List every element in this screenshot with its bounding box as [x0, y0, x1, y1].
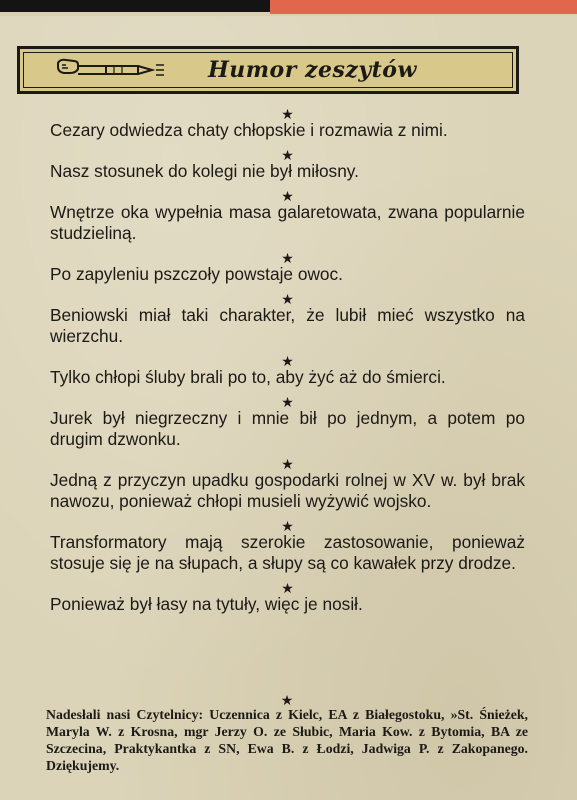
- star-icon: ★: [281, 456, 294, 472]
- star-icon: ★: [281, 106, 294, 122]
- joke-text: Wnętrze oka wypełnia masa galaretowata, zwana popularnie studzieliną.: [50, 202, 525, 243]
- joke-text: Nasz stosunek do kolegi nie był miłosny.: [50, 161, 359, 181]
- star-icon: ★: [280, 692, 294, 708]
- star-icon: ★: [281, 250, 294, 266]
- pencil-hand-icon: [56, 57, 166, 83]
- joke-text: Po zapyleniu pszczoły powstaje owoc.: [50, 264, 343, 284]
- column-header: [17, 46, 519, 94]
- star-icon: ★: [281, 580, 294, 596]
- joke-text: Transformatory mają szerokie zastosowanie, ponieważ stosuje się je na słupach, a słupy są co kawałek przy drodze.: [50, 532, 525, 573]
- black-banner-fragment: [0, 0, 270, 12]
- joke-item: [50, 520, 525, 574]
- joke-text: Jedną z przyczyn upadku gospodarki rolnej w XV w. był brak nawozu, ponieważ chłopi musieli wyżywić wojsko.: [50, 470, 525, 511]
- joke-text: Beniowski miał taki charakter, że lubił mieć wszystko na wierzchu.: [50, 305, 525, 346]
- contributors-block: [46, 692, 528, 774]
- joke-text: Jurek był niegrzeczny i mnie bił po jednym, a potem po drugim dzwonku.: [50, 408, 525, 449]
- joke-item: [50, 396, 525, 450]
- star-icon: ★: [281, 518, 294, 534]
- column-title: Humor zeszytów: [208, 57, 417, 83]
- joke-text: Cezary odwiedza chaty chłopskie i rozmawia z nimi.: [50, 120, 448, 140]
- star-icon: ★: [281, 353, 294, 369]
- previous-article-strip: [0, 0, 577, 16]
- contributors-text: Nadesłali nasi Czytelnicy: Uczennica z Kielc, EA z Białegostoku, »St. Śnieżek, Maryla W. z Krosna, mgr Jerzy O. ze Słubic, Maria Kow. z Bytomia, BA ze Szczecina, Praktykantka z SN, Ewa B. z Łodzi, Jadwiga P. z Zakopanego. Dziękujemy.: [46, 707, 528, 773]
- joke-text: Ponieważ był łasy na tytuły, więc je nosił.: [50, 594, 363, 614]
- joke-item: [50, 458, 525, 512]
- joke-item: [50, 190, 525, 244]
- star-icon: ★: [281, 291, 294, 307]
- joke-item: [50, 252, 525, 285]
- joke-item: [50, 355, 525, 388]
- joke-item: [50, 582, 525, 615]
- star-icon: ★: [281, 188, 294, 204]
- joke-item: [50, 293, 525, 347]
- joke-item: [50, 108, 525, 141]
- joke-text: Tylko chłopi śluby brali po to, aby żyć aż do śmierci.: [50, 367, 446, 387]
- joke-item: [50, 149, 525, 182]
- jokes-list: [50, 108, 525, 623]
- star-icon: ★: [281, 394, 294, 410]
- star-icon: ★: [281, 147, 294, 163]
- red-banner-fragment: [270, 0, 577, 14]
